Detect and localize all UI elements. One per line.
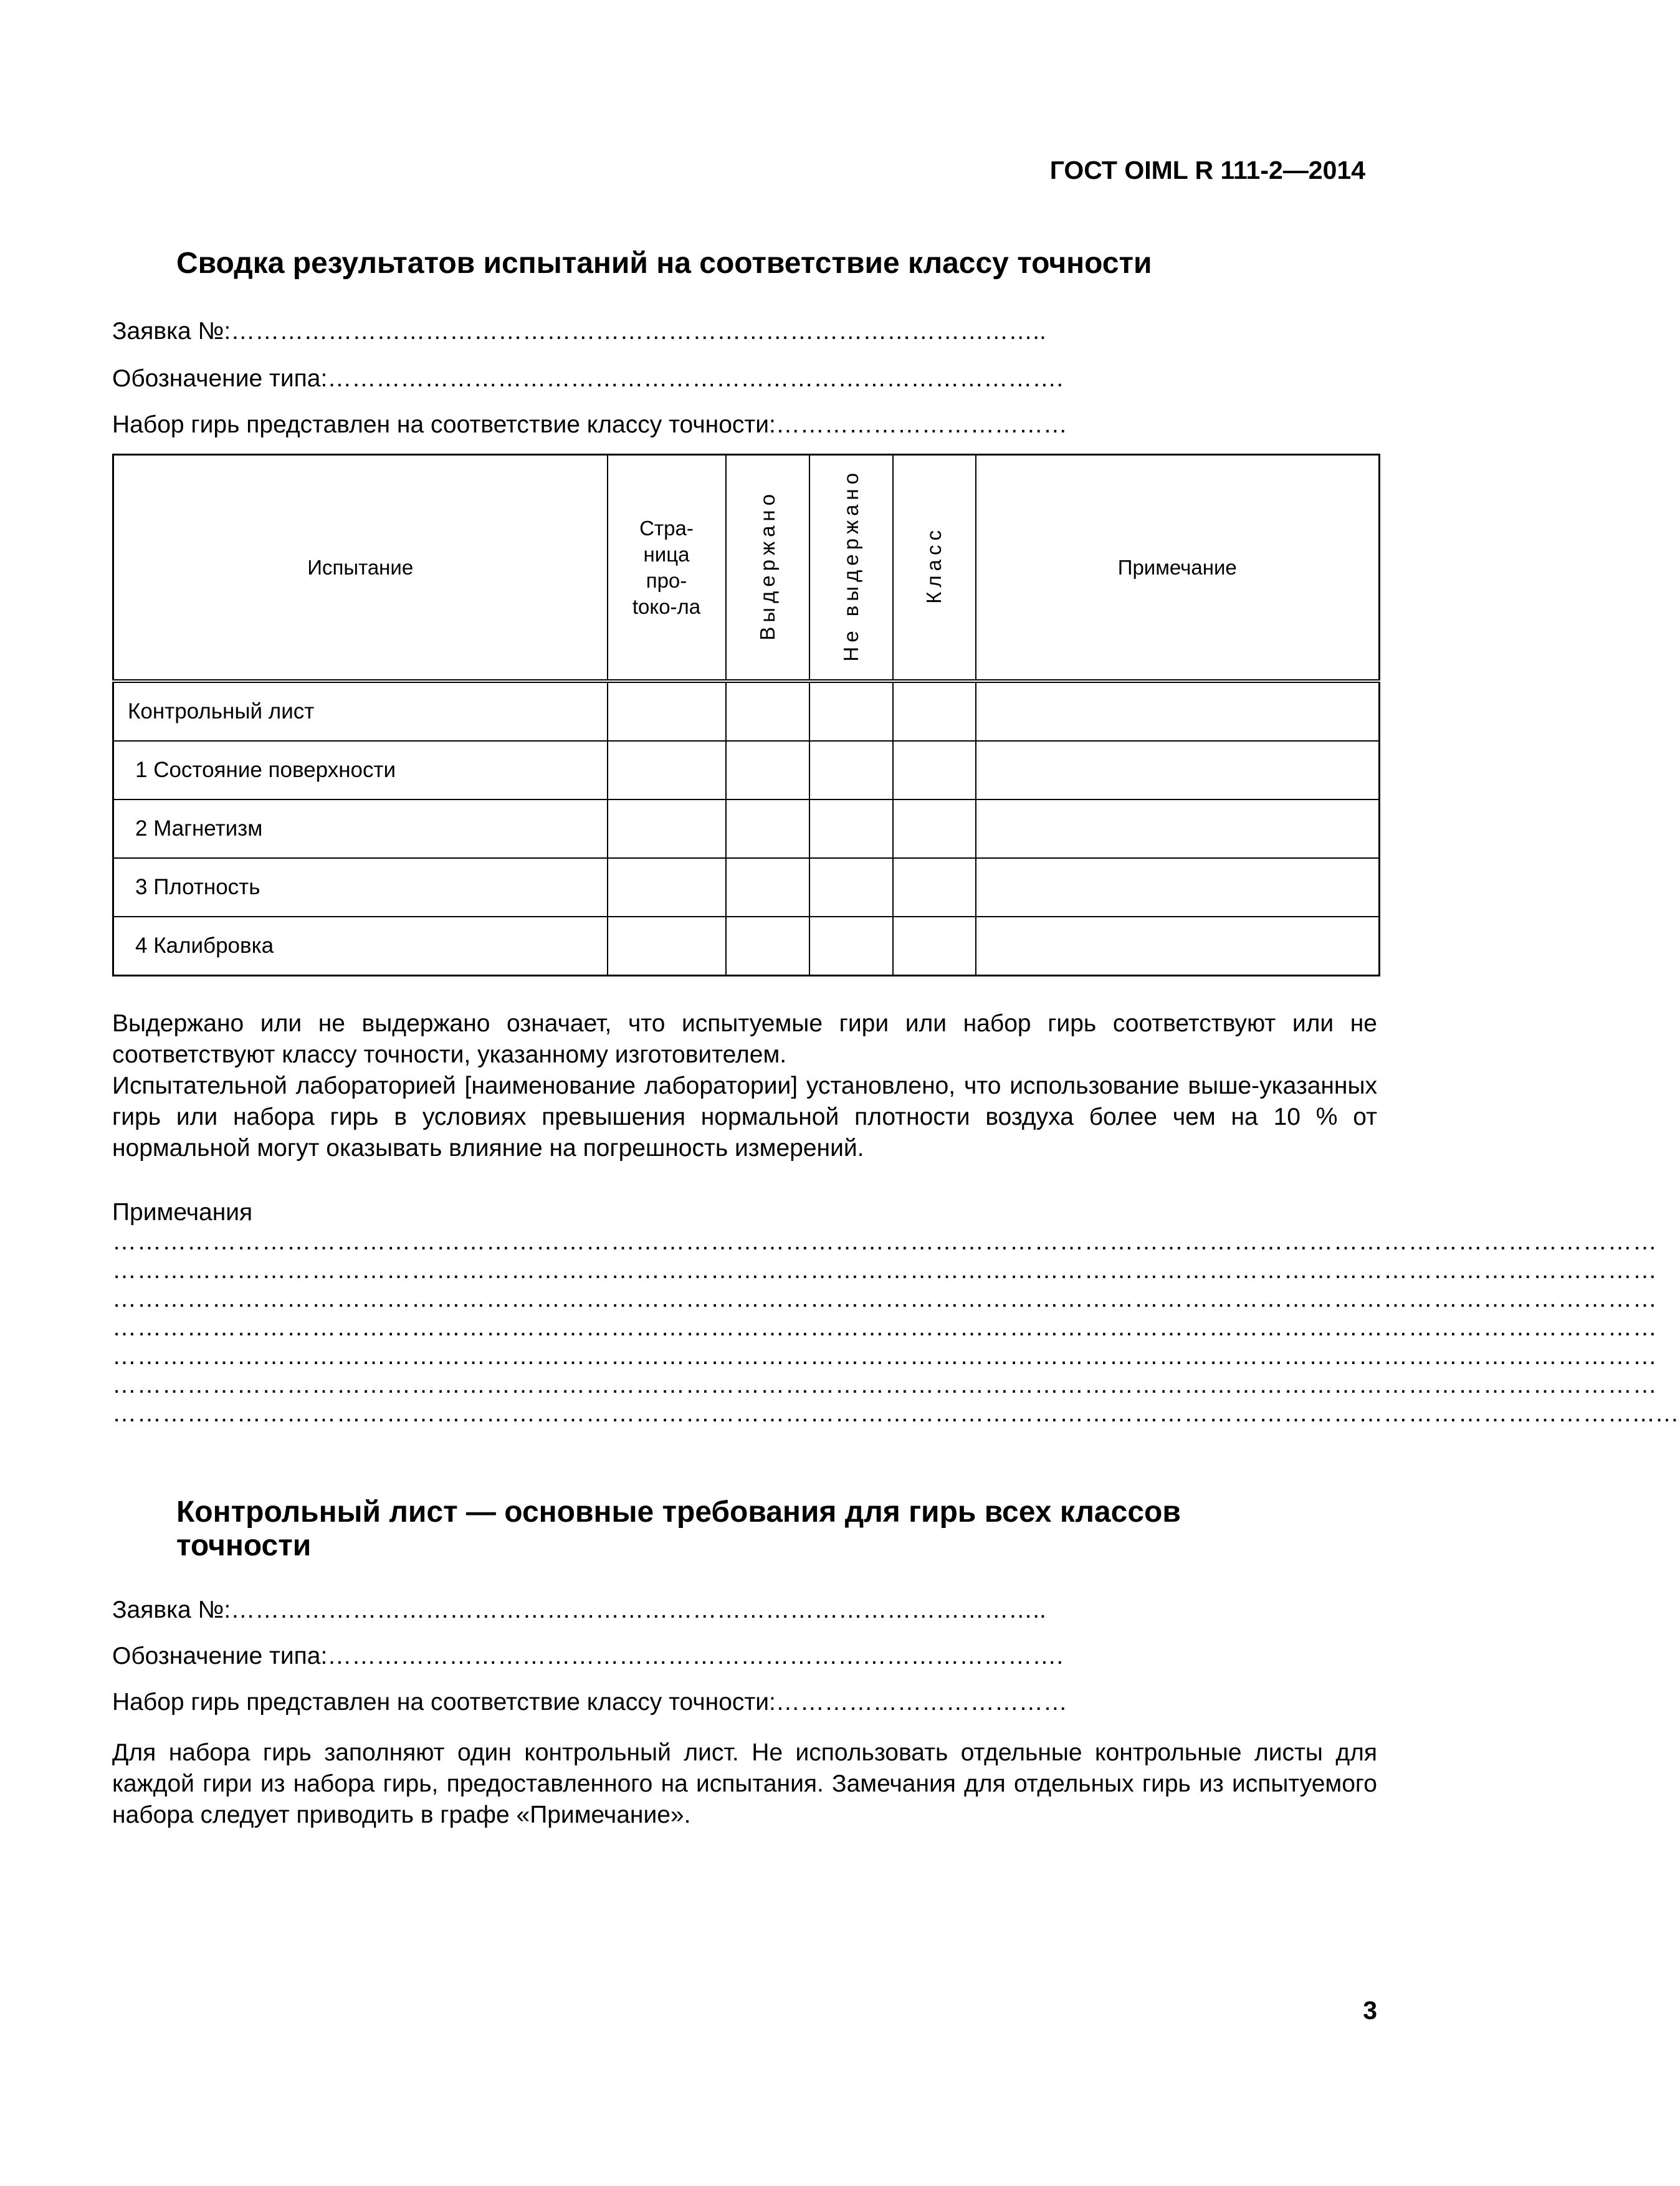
col-header-class-label: Класс xyxy=(922,526,945,604)
notes-label: Примечания xyxy=(112,1199,253,1226)
accuracy-class-field-2[interactable]: Набор гирь представлен на соответствие классу точности:……………………………… xyxy=(112,1689,1067,1716)
cell-class[interactable] xyxy=(893,741,976,799)
checklist-paragraph: Для набора гирь заполняют один контрольный лист. Не использовать отдельные контрольные листы для каждой гири из набора гирь, предоставленного на испытания. Замечания для отдельных гирь из испытуемого набора следует приводить в графе «Примечание». xyxy=(112,1739,1377,1828)
summary-table xyxy=(112,454,1380,976)
cell-class[interactable] xyxy=(893,681,976,741)
cell-failed[interactable] xyxy=(809,741,893,799)
cell-remark[interactable] xyxy=(976,799,1380,858)
notes-line[interactable]: …………………………………………………………………………………………………………………………………………………………………… xyxy=(112,1228,1658,1255)
col-header-passed-label: Выдержано xyxy=(755,489,779,641)
section-title-summary: Сводка результатов испытаний на соответствие классу точности xyxy=(176,247,1152,280)
col-header-passed xyxy=(726,455,809,682)
table-header-row xyxy=(113,455,1380,682)
col-header-remark: Примечание xyxy=(976,455,1380,682)
cell-failed[interactable] xyxy=(809,799,893,858)
row-label: 1 Состояние поверхности xyxy=(113,741,608,799)
cell-protocol-page[interactable] xyxy=(608,858,726,917)
cell-remark[interactable] xyxy=(976,681,1380,741)
cell-protocol-page[interactable] xyxy=(608,741,726,799)
cell-protocol-page[interactable] xyxy=(608,799,726,858)
application-number-field[interactable]: Заявка №:……………………………………………………………………………………….. xyxy=(112,318,1046,345)
col-header-failed xyxy=(809,455,893,682)
table-row xyxy=(113,858,1380,917)
row-label: Контрольный лист xyxy=(113,681,608,741)
cell-passed[interactable] xyxy=(726,741,809,799)
cell-passed[interactable] xyxy=(726,799,809,858)
cell-remark[interactable] xyxy=(976,741,1380,799)
cell-class[interactable] xyxy=(893,799,976,858)
cell-failed[interactable] xyxy=(809,917,893,976)
col-header-failed-label: Не выдержано xyxy=(839,468,862,662)
cell-remark[interactable] xyxy=(976,917,1380,976)
cell-passed[interactable] xyxy=(726,681,809,741)
cell-passed[interactable] xyxy=(726,858,809,917)
row-label: 3 Плотность xyxy=(113,858,608,917)
col-header-protocol-page-label: Стра- ница про- toко-ла xyxy=(632,516,701,618)
table-row xyxy=(113,741,1380,799)
standard-designation: ГОСТ OIML R 111-2—2014 xyxy=(1049,156,1365,184)
section-title-checklist-line2: точности xyxy=(176,1529,312,1562)
cell-passed[interactable] xyxy=(726,917,809,976)
checklist-instructions xyxy=(112,1737,1377,1831)
notes-line[interactable]: …………………………………………………………………………………………………………………………………………………………………… xyxy=(112,1314,1658,1341)
page-number: 3 xyxy=(1363,1996,1377,2025)
notes-block xyxy=(112,1198,1680,1428)
row-label: 4 Калибровка xyxy=(113,917,608,976)
accuracy-class-field[interactable]: Набор гирь представлен на соответствие классу точности:……………………………… xyxy=(112,411,1067,438)
pass-fail-explanation xyxy=(112,1008,1377,1164)
cell-class[interactable] xyxy=(893,858,976,917)
cell-protocol-page[interactable] xyxy=(608,681,726,741)
air-density-paragraph: Испытательной лабораторией [наименование лаборатории] установлено, что использование выше-указанных гирь или набора гирь в условиях превышения нормальной плотности воздуха более чем на 10 % от нормальной могут оказывать влияние на погрешность измерений. xyxy=(112,1072,1377,1162)
cell-remark[interactable] xyxy=(976,858,1380,917)
type-designation-field-2[interactable]: Обозначение типа:………………………………………………………………………………. xyxy=(112,1643,1064,1669)
table-row xyxy=(113,917,1380,976)
table-row xyxy=(113,681,1380,741)
section-title-checklist-line1: Контрольный лист — основные требования для гирь всех классов xyxy=(176,1496,1181,1529)
col-header-test: Испытание xyxy=(113,455,608,682)
cell-class[interactable] xyxy=(893,917,976,976)
notes-line[interactable]: …………………………………………………………………………………………………………………………………………………………………… xyxy=(112,1286,1658,1312)
notes-line[interactable]: …………………………………………………………………………………………………………………………………………………………………… xyxy=(112,1372,1658,1398)
notes-line[interactable]: …………………………………………………………………………………………………………………………………………………………………...… xyxy=(112,1400,1680,1427)
col-header-protocol-page xyxy=(608,455,726,682)
table-row xyxy=(113,799,1380,858)
notes-line[interactable]: …………………………………………………………………………………………………………………………………………………………………… xyxy=(112,1257,1658,1284)
pass-fail-paragraph: Выдержано или не выдержано означает, что испытуемые гири или набор гирь соответствуют или не соответствуют классу точности, указанному изготовителем. xyxy=(112,1010,1377,1068)
section-title-checklist xyxy=(176,1496,1181,1563)
row-label: 2 Магнетизм xyxy=(113,799,608,858)
cell-protocol-page[interactable] xyxy=(608,917,726,976)
cell-failed[interactable] xyxy=(809,858,893,917)
col-header-class xyxy=(893,455,976,682)
cell-failed[interactable] xyxy=(809,681,893,741)
application-number-field-2[interactable]: Заявка №:……………………………………………………………………………………….. xyxy=(112,1597,1046,1623)
notes-line[interactable]: …………………………………………………………………………………………………………………………………………………………………… xyxy=(112,1343,1658,1370)
type-designation-field[interactable]: Обозначение типа:………………………………………………………………………………. xyxy=(112,365,1064,392)
